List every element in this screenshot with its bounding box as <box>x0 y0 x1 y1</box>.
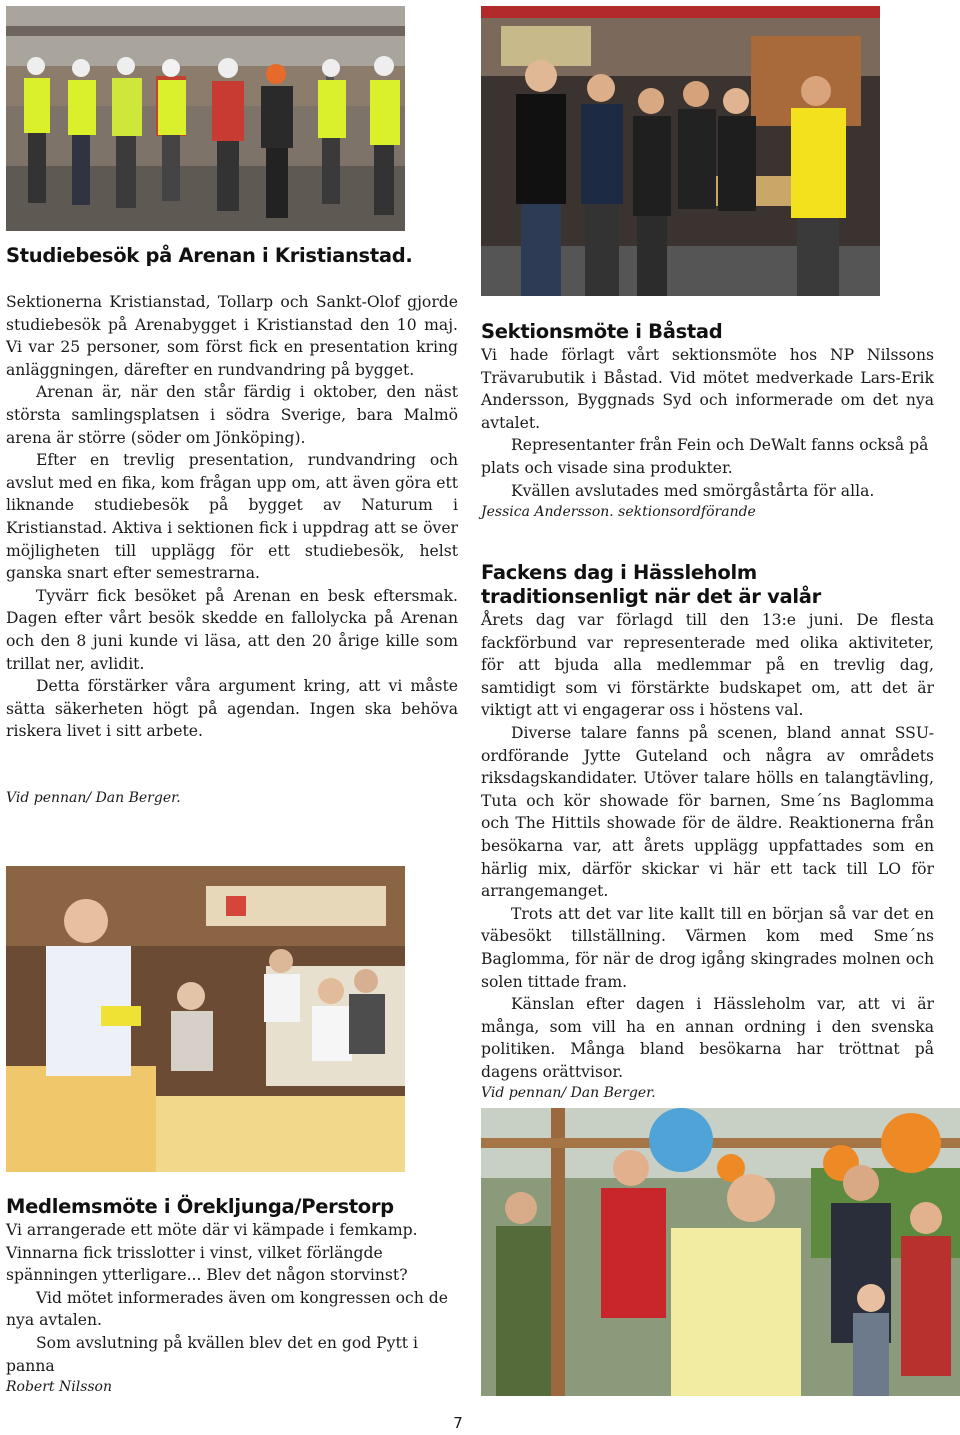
arenan-paragraph: Efter en trevlig presentation, rundvandring och avslut med en fika, kom frågan upp om, att även göra ett liknande studiebesök på bygget av Naturum i Kristianstad. Aktiva i sektionen fick i uppdrag att se över möjligheten till upplägg för ett studiebesök, helst ganska snart efter semestrarna. <box>6 451 458 583</box>
bastad-paragraph: Kvällen avslutades med smörgåstårta för alla. <box>511 481 875 500</box>
bastad-paragraph: Representanter från Fein och DeWalt fanns också på plats och visade sina produkter. <box>481 436 929 477</box>
arenan-body <box>6 291 458 743</box>
hassleholm-paragraph: Känslan efter dagen i Hässleholm var, att vi är många, som vill ha en annan ordning i den svenska politiken. Många bland besökarna har tröttnat på dagens orättvisor. <box>481 995 934 1081</box>
hassleholm-paragraph: Diverse talare fanns på scenen, bland annat SSU-ordförande Jytte Guteland och några av områdets riksdagskandidater. Utöver talare hölls en talangtävling, Tuta och kör showade för barnen, Sme´ns Baglomma och The Hittils showade för de äldre. Reaktionerna från besökarna var, att årets upplägg uppfattades som en härlig mix, därför skickar vi här ett tack till LO för arrangemanget. <box>481 723 934 901</box>
hassleholm-signature: Vid pennan/ Dan Berger. <box>481 1085 656 1102</box>
arenan-title: Studiebesök på Arenan i Kristianstad. <box>6 244 413 267</box>
arenan-paragraph: Sektionerna Kristianstad, Tollarp och Sankt-Olof gjorde studiebesök på Arenabygget i Kristianstad den 10 maj. Vi var 25 personer, som först fick en presentation kring anläggningen, därefter en rundvandring på bygget. <box>6 293 458 379</box>
orkelljunga-title: Medlemsmöte i Örekljunga/Perstorp <box>6 1195 394 1218</box>
indoor-meeting-photo <box>6 866 405 1172</box>
orkelljunga-paragraph: Vi arrangerade ett möte där vi kämpade i femkamp. Vinnarna fick trisslotter i vinst, vilket förlängde spänningen ytterligare... Blev det någon storvinst? <box>6 1221 418 1285</box>
site-visit-photo <box>6 6 405 231</box>
orkelljunga-paragraph: Vid mötet informerades även om kongressen och de nya avtalen. <box>6 1288 448 1330</box>
orkelljunga-paragraph: Som avslutning på kvällen blev det en god Pytt i panna <box>6 1333 418 1375</box>
hassleholm-title-line2: traditionsenligt när det är valår <box>481 585 821 608</box>
bastad-title: Sektionsmöte i Båstad <box>481 320 723 343</box>
arenan-paragraph: Arenan är, när den står färdig i oktober, den näst största samlingsplatsen i södra Sverige, bara Malmö arena är större (söder om Jönköping). <box>6 383 458 447</box>
arenan-signature: Vid pennan/ Dan Berger. <box>6 790 181 806</box>
page-number: 7 <box>453 1414 463 1432</box>
hassleholm-title <box>481 561 821 609</box>
bastad-body <box>481 344 934 522</box>
arenan-paragraph: Detta förstärker våra argument kring, att vi måste sätta säkerheten högt på agendan. Ingen ska behöva riskera livet i sitt arbete. <box>6 677 458 741</box>
orkelljunga-signature: Robert Nilsson <box>6 1379 113 1396</box>
arenan-paragraph: Tyvärr fick besöket på Arenan en besk eftersmak. Dagen efter vårt besök skedde en fallolycka på Arenan och den 8 juni kunde vi läsa, att den 20 årige kille som trillat ner, avlidit. <box>6 586 458 673</box>
hassleholm-paragraph: Årets dag var förlagd till den 13:e juni. De flesta fackförbund var representerade med olika aktiviteter, för att bjuda alla medlemmar på en trevlig dag, samtidigt som vi förstärkte budskapet om, att det är viktigt att vi engagerar oss i höstens val. <box>481 611 934 720</box>
orkelljunga-body <box>6 1219 453 1397</box>
store-meeting-photo <box>481 6 880 296</box>
hassleholm-body <box>481 609 934 1103</box>
outdoor-festival-photo <box>481 1108 960 1396</box>
hassleholm-title-line1: Fackens dag i Hässleholm <box>481 561 757 584</box>
hassleholm-paragraph: Trots att det var lite kallt till en början så var det en väbesökt tillställning. Värmen kom med Sme´ns Baglomma, för när de drog igång skingrades molnen och solen tittade fram. <box>481 904 934 991</box>
bastad-paragraph: Vi hade förlagt vårt sektionsmöte hos NP Nilssons Trävarubutik i Båstad. Vid mötet medverkade Lars-Erik Andersson, Byggnads Syd och informerade om det nya avtalet. <box>481 346 934 432</box>
bastad-signature: Jessica Andersson. sektionsordförande <box>481 504 756 521</box>
